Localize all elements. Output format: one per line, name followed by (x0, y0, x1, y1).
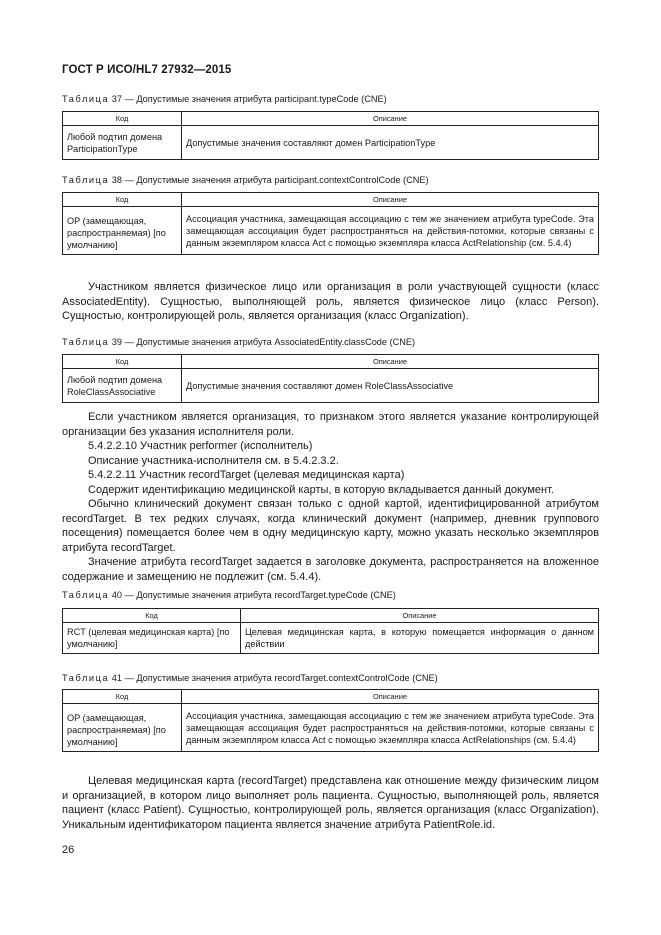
table-40-caption (62, 590, 396, 600)
cell-code: OP (замещающая, распространяемая) [по умолчанию] (63, 207, 182, 255)
cell-code: RCT (целевая медицинская карта) [по умолчанию] (63, 623, 241, 654)
section-heading-record-target: 5.4.2.2.11 Участник recordTarget (целевая медицинская карта) (88, 469, 405, 481)
cell-description: Допустимые значения составляют домен ParticipationType (182, 126, 599, 160)
table-caption-label: Таблица (62, 175, 110, 185)
column-header-code: Код (63, 609, 241, 623)
paragraph-performer-description: Описание участника-исполнителя см. в 5.4.2.3.2. (88, 454, 339, 467)
section-heading-performer: 5.4.2.2.10 Участник performer (исполнитель) (88, 440, 313, 452)
paragraph-final (62, 774, 599, 832)
table-37-caption (62, 94, 387, 104)
paragraph-associated-entity (62, 280, 599, 324)
table-header-row (63, 112, 599, 126)
table-41-caption (62, 673, 438, 683)
table-40 (62, 608, 599, 654)
table-row (63, 207, 599, 255)
paragraph-block-record-target (62, 410, 599, 584)
paragraph-text: Целевая медицинская карта (recordTarget) представлена как отношение между физическим лицом и организацией, в котором лицо выполняет роль пациента. Сущностью, выполняющей роль, является пациент (класс Patient). Сущностью, контролирующей роль, является организация (класс Organization). Уникальным идентификатором пациента является значение атрибута PatientRole.id. (62, 775, 599, 831)
column-header-description: Описание (182, 112, 599, 126)
column-header-description: Описание (241, 609, 599, 623)
table-header-row (63, 609, 599, 623)
table-41 (62, 689, 599, 752)
table-row (63, 126, 599, 160)
cell-code: Любой подтип домена ParticipationType (63, 126, 182, 160)
table-38 (62, 192, 599, 255)
table-row (63, 704, 599, 752)
table-caption-number: 39 (111, 337, 123, 347)
cell-description: Ассоциация участника, замещающая ассоциацию с тем же значением атрибута typeCode. Эта замещающая ассоциация будет распространяться на действия-потомки, которые связаны с данным экземпляром класса Act с помощью экземпляра класса ActRelationship (см. 5.4.4) (182, 207, 599, 255)
column-header-description: Описание (182, 193, 599, 207)
cell-code: OP (замещающая, распространяемая) [по умолчанию] (63, 704, 182, 752)
table-caption-title: — Допустимые значения атрибута recordTarget.typeCode (CNE) (122, 590, 396, 600)
column-header-description: Описание (182, 355, 599, 369)
table-caption-label: Таблица (62, 337, 110, 347)
paragraph-value: Значение атрибута recordTarget задается в заголовке документа, распространяется на вложенное содержание и замещению не подлежит (см. 5.4.4). (62, 556, 599, 583)
table-caption-number: 40 (111, 590, 123, 600)
paragraph-organization: Если участником является организация, то признаком этого является указание контролирующей организации без указания исполнителя роли. (62, 411, 599, 438)
table-header-row (63, 193, 599, 207)
table-caption-number: 41 (111, 673, 123, 683)
column-header-code: Код (63, 112, 182, 126)
cell-description: Ассоциация участника, замещающая ассоциацию с тем же значением атрибута typeCode. Эта замещающая ассоциация будет распространяться на действия-потомки, которые связаны с данным экземпляром класса Act с помощью экземпляра класса ActRelationships (см. 5.4.4) (182, 704, 599, 752)
table-caption-label: Таблица (62, 590, 110, 600)
table-row (63, 369, 599, 403)
table-header-row (63, 690, 599, 704)
table-caption-title: — Допустимые значения атрибута participant.contextControlCode (CNE) (122, 175, 429, 185)
paragraph-usually: Обычно клинический документ связан только с одной картой, идентифицированной атрибутом recordTarget. В тех редких случаях, когда клинический документ (например, дневник группового посещения) помещается более чем в одну медицинскую карту, можно указать несколько экземпляров атрибута recordTarget. (62, 498, 599, 554)
table-39 (62, 354, 599, 403)
table-caption-label: Таблица (62, 673, 110, 683)
column-header-description: Описание (182, 690, 599, 704)
table-37 (62, 111, 599, 160)
column-header-code: Код (63, 355, 182, 369)
page-header: ГОСТ Р ИСО/HL7 27932—2015 (62, 64, 232, 76)
column-header-code: Код (63, 690, 182, 704)
table-caption-label: Таблица (62, 94, 110, 104)
table-38-caption (62, 175, 429, 185)
table-caption-title: — Допустимые значения атрибута AssociatedEntity.classCode (CNE) (122, 337, 416, 347)
cell-description: Целевая медицинская карта, в которую помещается информация о данном действии (241, 623, 599, 654)
column-header-code: Код (63, 193, 182, 207)
page-number: 26 (62, 844, 75, 856)
cell-description: Допустимые значения составляют домен RoleClassAssociative (182, 369, 599, 403)
cell-code: Любой подтип домена RoleClassAssociative (63, 369, 182, 403)
table-caption-number: 38 (111, 175, 123, 185)
table-caption-title: — Допустимые значения атрибута participant.typeCode (CNE) (122, 94, 387, 104)
table-header-row (63, 355, 599, 369)
table-39-caption (62, 337, 415, 347)
paragraph-text: Участником является физическое лицо или организация в роли участвующей сущности (класс AssociatedEntity). Сущностью, выполняющей роль, является физическое лицо (класс Person). Сущностью, контролирующей роль, является организация (класс Organization). (62, 281, 599, 322)
table-row (63, 623, 599, 654)
paragraph-contains: Содержит идентификацию медицинской карты, в которую вкладывается данный документ. (88, 483, 554, 496)
table-caption-number: 37 (111, 94, 123, 104)
table-caption-title: — Допустимые значения атрибута recordTarget.contextControlCode (CNE) (122, 673, 438, 683)
